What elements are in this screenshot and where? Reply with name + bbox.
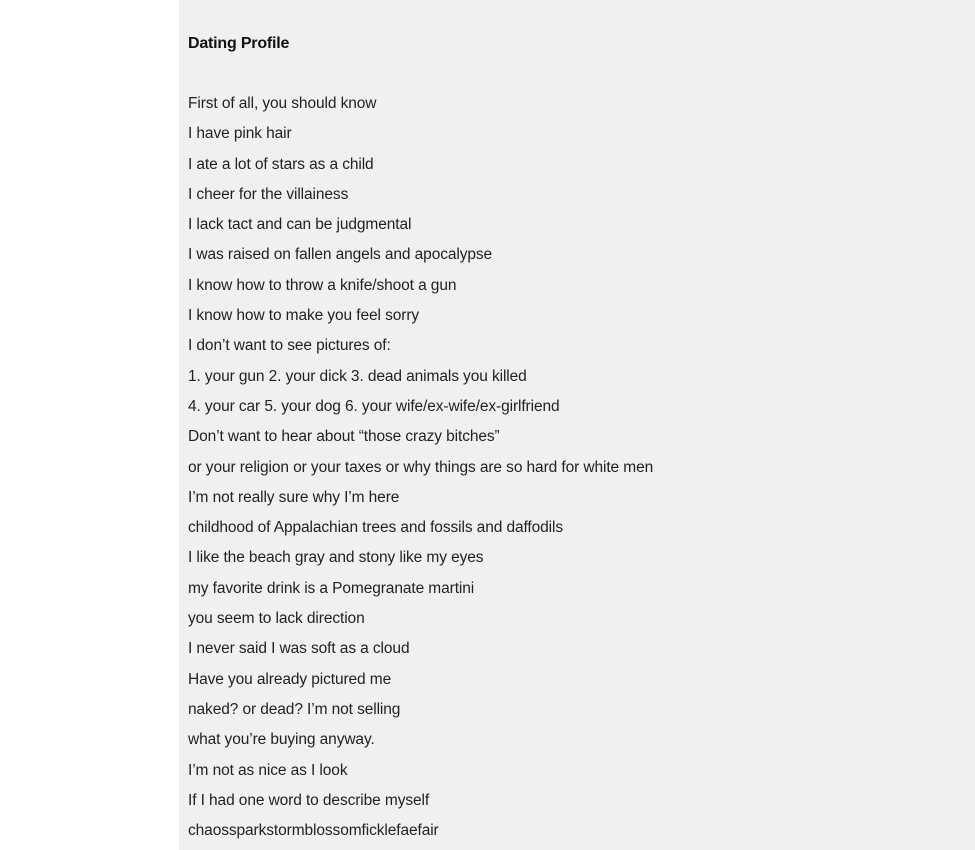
poem-line: or your religion or your taxes or why things are so hard for white men [188,458,654,476]
poem-line: I never said I was soft as a cloud [188,640,410,658]
poem-line: what you’re buying anyway. [188,731,375,749]
poem-line: Don’t want to hear about “those crazy bitches” [188,428,500,446]
poem-line: naked? or dead? I’m not selling [188,700,401,718]
poem-line: 1. your gun 2. your dick 3. dead animals you killed [188,367,527,385]
poem-line: I was raised on fallen angels and apocalypse [188,246,493,264]
poem-line: Have you already pictured me [188,670,392,688]
poem-line: I ate a lot of stars as a child [188,155,374,173]
poem-body [188,93,653,850]
poem-line: I cheer for the villainess [188,185,349,203]
poem-line: I’m not as nice as I look [188,761,348,779]
poem-line: my favorite drink is a Pomegranate martini [188,579,475,597]
poem-line: I know how to make you feel sorry [188,307,420,325]
poem-line: childhood of Appalachian trees and fossils and daffodils [188,519,563,537]
poem-line: First of all, you should know [188,95,377,112]
poem-line: I lack tact and can be judgmental [188,216,412,234]
poem-line: I’m not really sure why I’m here [188,488,400,506]
poem-line: If I had one word to describe myself [188,791,430,809]
poem-line: I know how to throw a knife/shoot a gun [188,276,457,294]
poem-line: I don’t want to see pictures of: [188,337,391,355]
poem-line: chaossparkstormblossomficklefaefair [188,822,439,840]
poem-line: I have pink hair [188,125,292,143]
poem-line: you seem to lack direction [188,610,365,628]
poem-line: I like the beach gray and stony like my eyes [188,549,484,567]
poem-title: Dating Profile [188,35,290,52]
poem-line: 4. your car 5. your dog 6. your wife/ex-wife/ex-girlfriend [188,397,560,415]
